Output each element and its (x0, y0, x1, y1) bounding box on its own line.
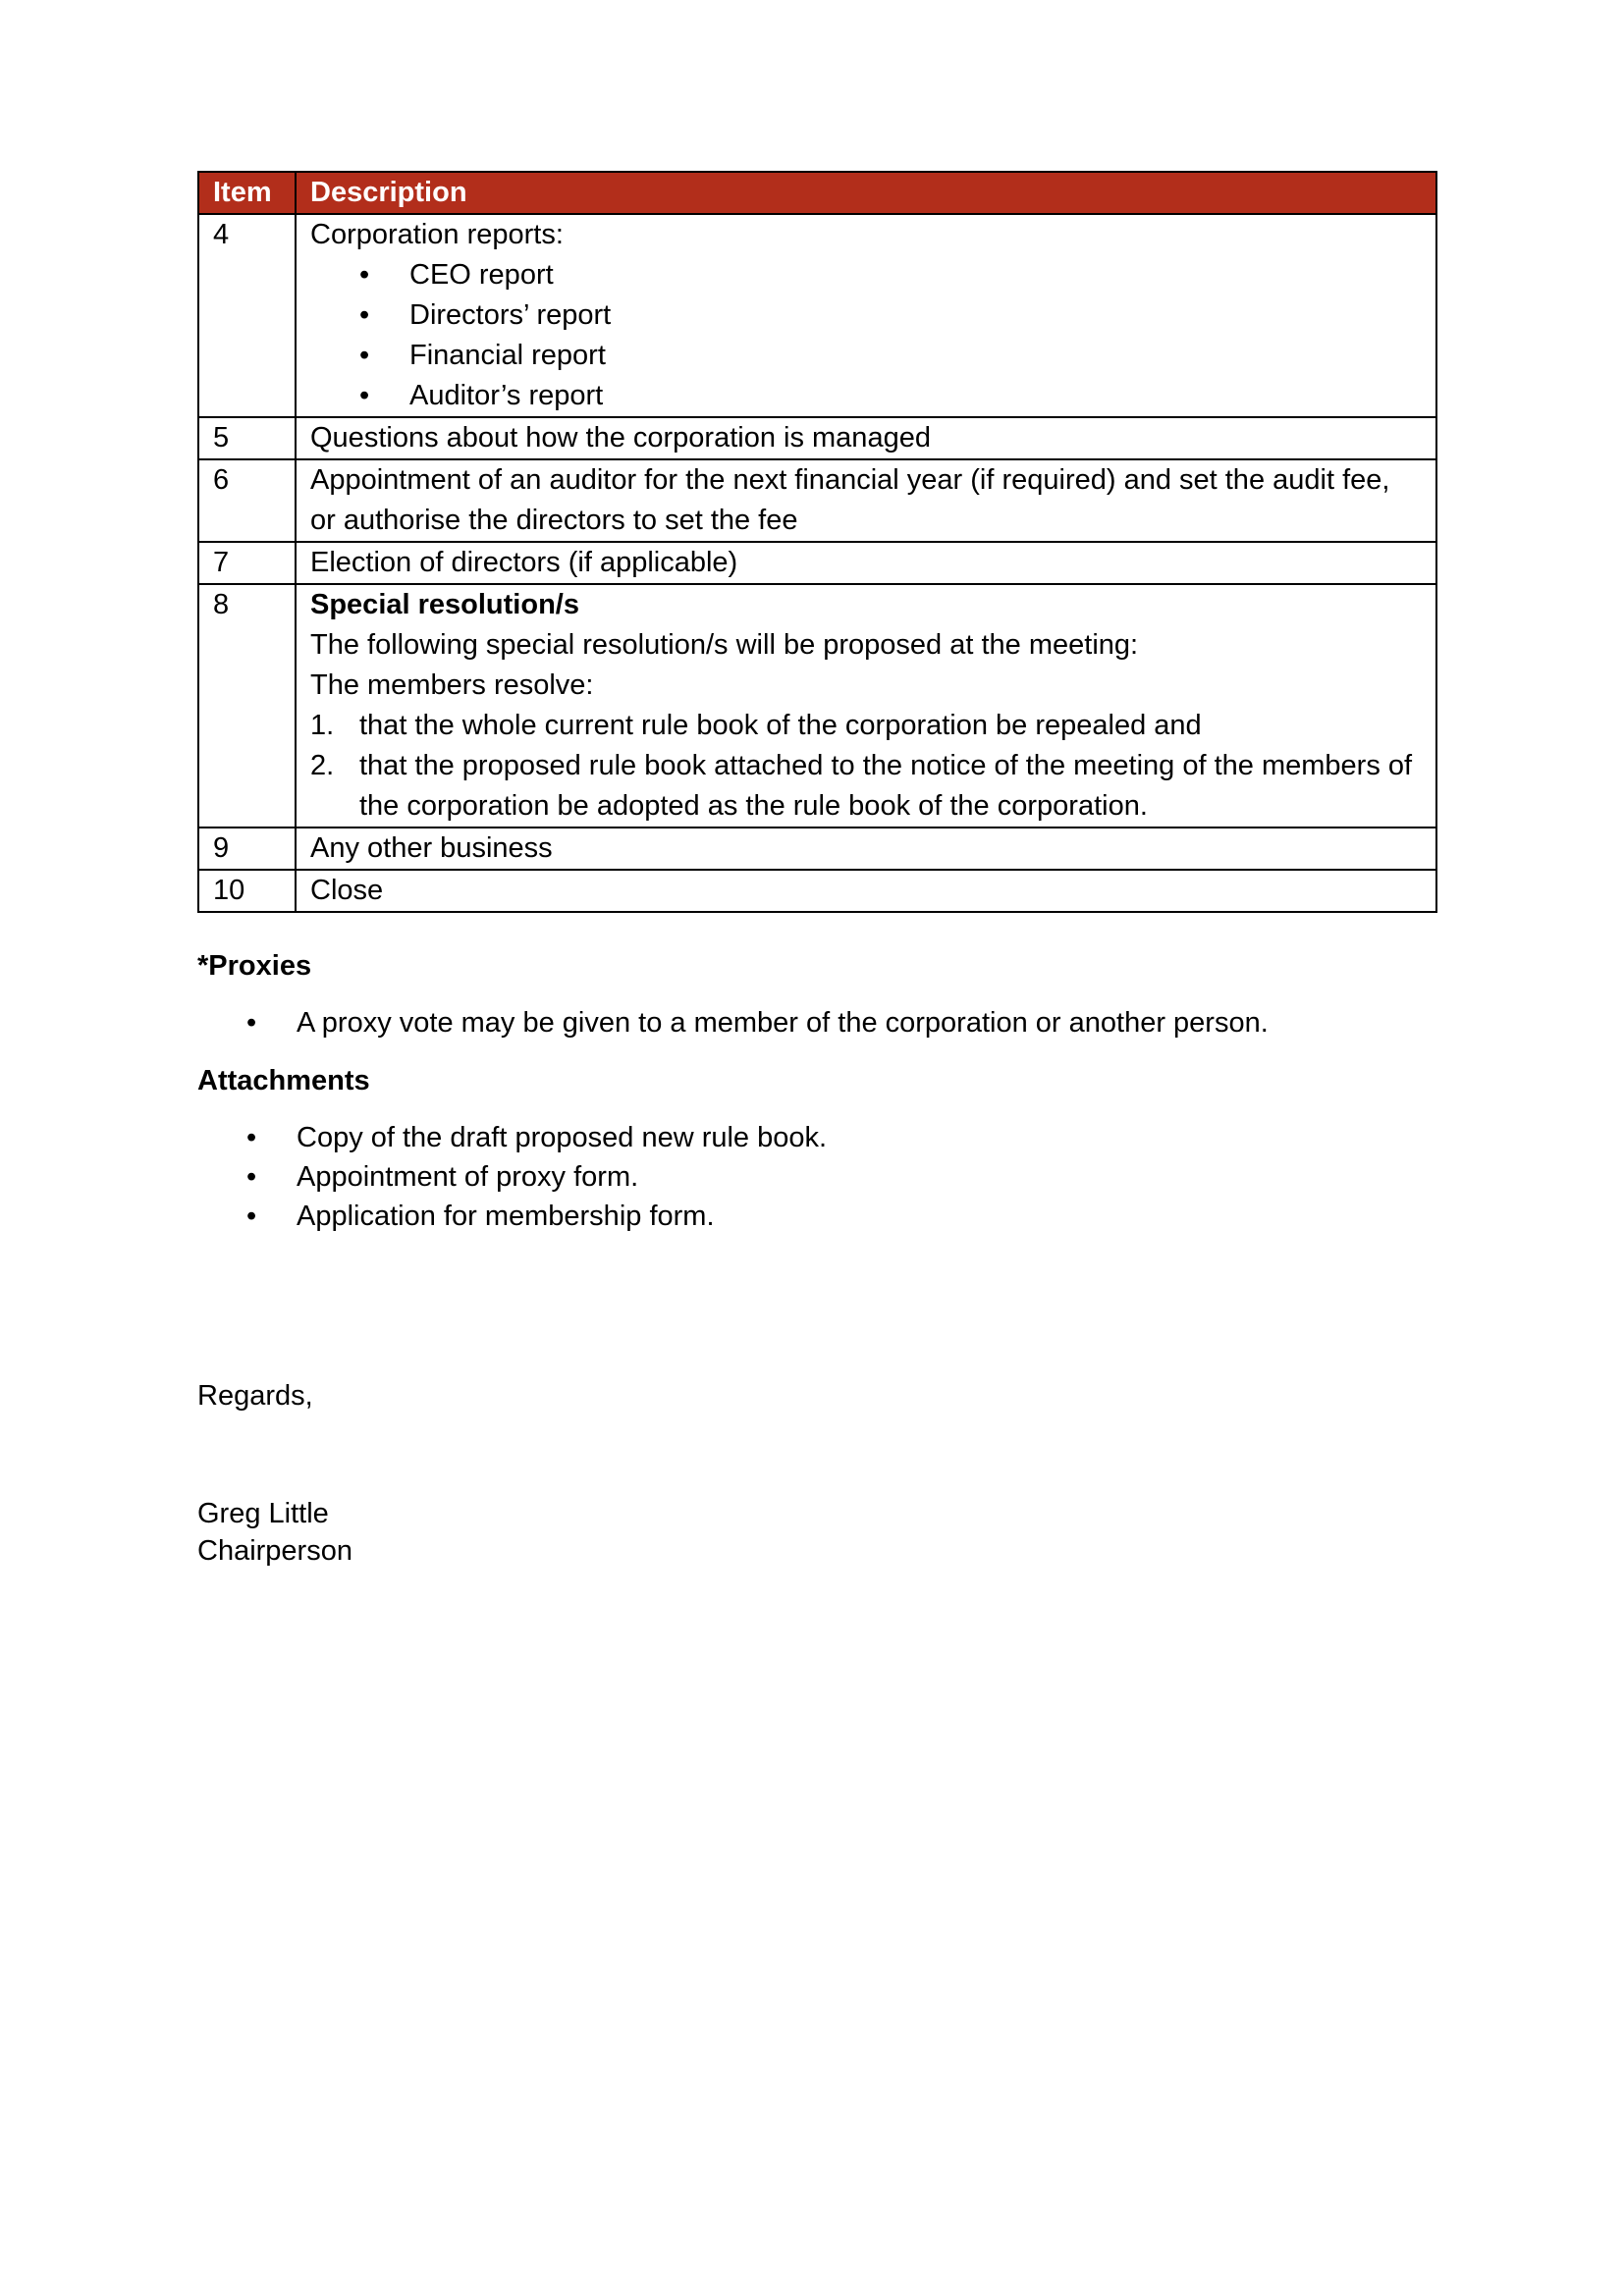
table-row (198, 417, 1436, 459)
document-page (197, 171, 1436, 1570)
table-row (198, 828, 1436, 870)
resolution-line: The members resolve: (310, 669, 594, 701)
signatory-name: Greg Little (197, 1498, 329, 1530)
list-item: • A proxy vote may be given to a member of the corporation or another person. (197, 1003, 1436, 1043)
signatory-title: Chairperson (197, 1535, 352, 1568)
item-description: Any other business (296, 828, 1436, 870)
reports-list (310, 255, 1422, 416)
item-description: Election of directors (if applicable) (296, 542, 1436, 584)
bullet-icon: • (359, 259, 370, 291)
list-item: • Appointment of proxy form. (197, 1157, 1436, 1197)
table-row (198, 459, 1436, 542)
list-number: 1. (310, 710, 335, 741)
table-row (198, 214, 1436, 417)
bullet-icon: • (246, 1161, 257, 1194)
item-description: Close (296, 870, 1436, 912)
agenda-table (197, 171, 1437, 913)
list-item: • Application for membership form. (197, 1197, 1436, 1236)
closing-regards: Regards, (197, 1380, 313, 1413)
resolution-list (310, 706, 1422, 827)
bullet-icon: • (359, 299, 370, 331)
reports-intro: Corporation reports: (310, 219, 564, 250)
item-description: Appointment of an auditor for the next financial year (if required) and set the audit fee, or authorise the directors to set the fee (296, 459, 1436, 542)
bullet-icon: • (246, 1122, 257, 1154)
header-description: Description (296, 172, 1436, 214)
item-number: 8 (198, 584, 296, 828)
list-item: 2. that the proposed rule book attached to the notice of the meeting of the members of the corporation be adopted as the rule book of the corporation. (310, 746, 1422, 827)
list-item: 1. that the whole current rule book of the corporation be repealed and (310, 706, 1422, 746)
table-row (198, 542, 1436, 584)
agenda-header-row (198, 172, 1436, 214)
bullet-icon: • (359, 380, 370, 411)
item-number: 7 (198, 542, 296, 584)
item-number: 6 (198, 459, 296, 542)
resolution-title: Special resolution/s (310, 589, 579, 620)
item-description (296, 584, 1436, 828)
item-number: 5 (198, 417, 296, 459)
list-item: • Financial report (310, 336, 1422, 376)
list-item: • Copy of the draft proposed new rule book. (197, 1118, 1436, 1157)
list-item: • Auditor’s report (310, 376, 1422, 416)
item-number: 4 (198, 214, 296, 417)
bullet-icon: • (359, 340, 370, 371)
bullet-icon: • (246, 1007, 257, 1040)
proxies-list (197, 1003, 1436, 1043)
proxies-heading: *Proxies (197, 950, 312, 982)
table-row (198, 870, 1436, 912)
resolution-line: The following special resolution/s will be proposed at the meeting: (310, 629, 1139, 661)
item-number: 10 (198, 870, 296, 912)
attachments-list (197, 1118, 1436, 1236)
item-number: 9 (198, 828, 296, 870)
table-row (198, 584, 1436, 828)
list-number: 2. (310, 750, 335, 781)
item-description: Questions about how the corporation is managed (296, 417, 1436, 459)
list-item: • Directors’ report (310, 295, 1422, 336)
attachments-heading: Attachments (197, 1065, 370, 1097)
bullet-icon: • (246, 1201, 257, 1233)
header-item: Item (198, 172, 296, 214)
list-item: • CEO report (310, 255, 1422, 295)
item-description (296, 214, 1436, 417)
